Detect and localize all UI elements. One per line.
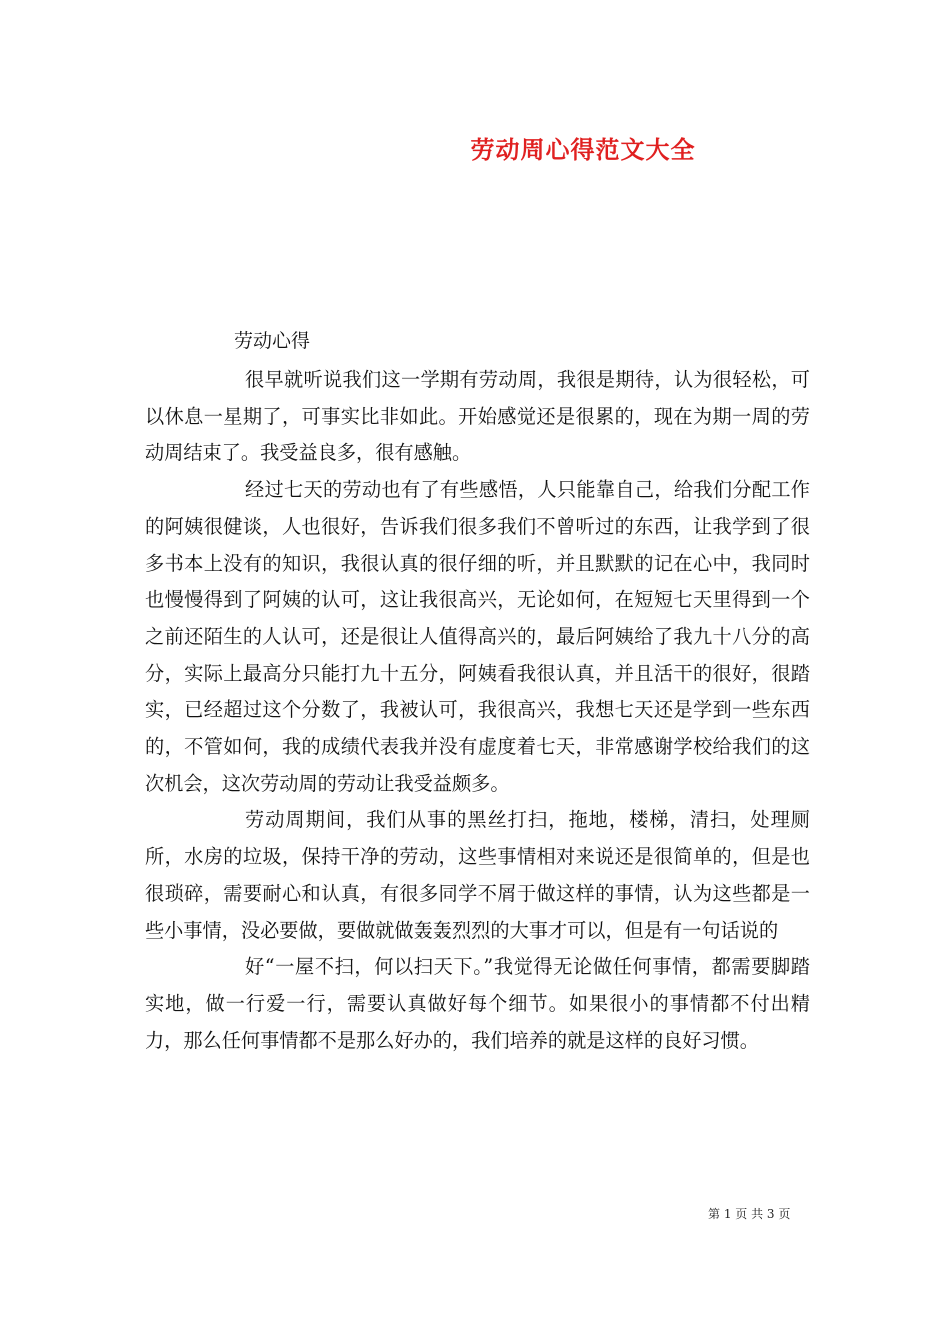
section-heading: 劳动心得 [234, 330, 311, 352]
paragraph-2: 经过七天的劳动也有了有些感悟，人只能靠自己，给我们分配工作的阿姨很健谈，人也很好，告诉我们很多我们不曾听过的东西，让我学到了很多书本上没有的知识，我很认真的很仔细的听，并且默默的记在心中，我同时也慢慢得到了阿姨的认可，这让我很高兴，无论如何，在短短七天里得到一个之前还陌生的人认可，还是很让人值得高兴的，最后阿姨给了我九十八分的高分，实际上最高分只能打九十五分，阿姨看我很认真，并且活干的很好，很踏实，已经超过这个分数了，我被认可，我很高兴，我想七天还是学到一些东西的，不管如何，我的成绩代表我并没有虚度着七天，非常感谢学校给我们的这次机会，这次劳动周的劳动让我受益颇多。 [145, 478, 810, 795]
document-body [145, 362, 810, 1059]
paragraph-1: 很早就听说我们这一学期有劳动周，我很是期待，认为很轻松，可以休息一星期了，可事实比非如此。开始感觉还是很累的，现在为期一周的劳动周结束了。我受益良多，很有感触。 [145, 368, 810, 465]
page-number-footer: 第 1 页 共 3 页 [708, 1207, 791, 1221]
paragraph-4: 好“一屋不扫，何以扫天下。”我觉得无论做任何事情，都需要脚踏实地，做一行爱一行，需要认真做好每个细节。如果很小的事情都不付出精力，那么任何事情都不是那么好办的，我们培养的就是这样的良好习惯。 [145, 955, 810, 1052]
paragraph-3: 劳动周期间，我们从事的黑丝打扫，拖地，楼梯，清扫，处理厕所，水房的垃圾，保持干净的劳动，这些事情相对来说还是很简单的，但是也很琐碎，需要耐心和认真，有很多同学不屑于做这样的事情，认为这些都是一些小事情，没必要做，要做就做轰轰烈烈的大事才可以，但是有一句话说的 [145, 808, 810, 942]
document-title: 劳动周心得范文大全 [470, 135, 696, 164]
